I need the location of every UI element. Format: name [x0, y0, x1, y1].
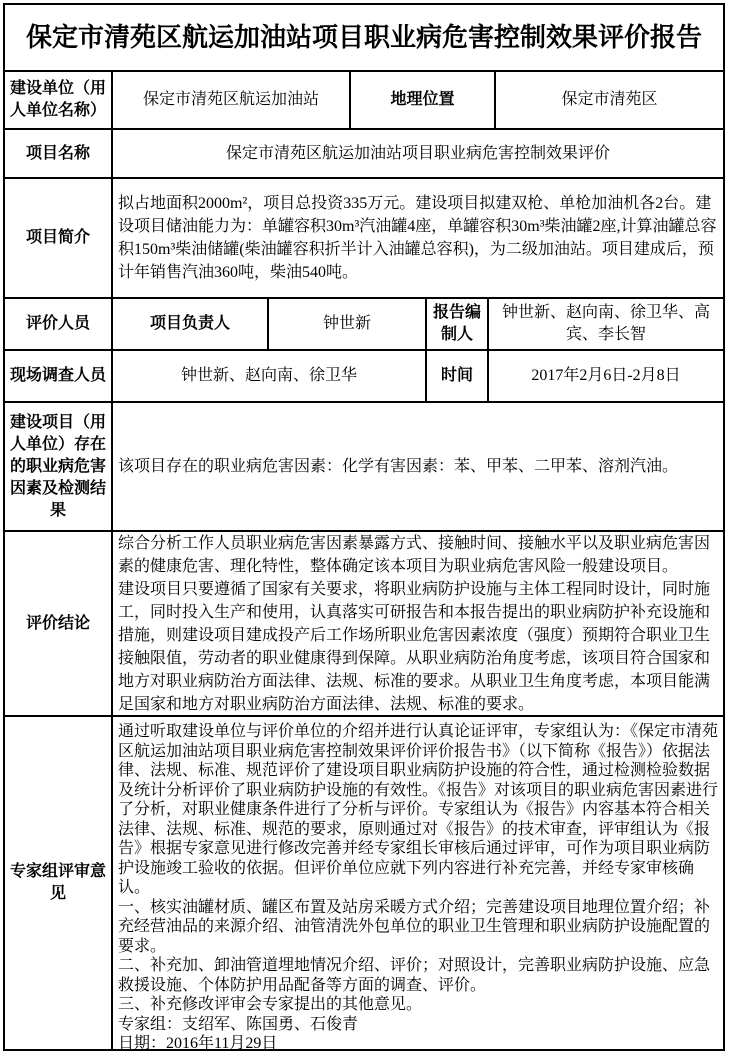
review-paragraph-2: 一、核实油罐材质、罐区布置及站房采暖方式介绍；完善建设项目地理位置介绍；补充经营油品的来源介绍、油管清洗外包单位的职业卫生管理和职业病防护设施配置的要求。 — [118, 898, 711, 955]
project-leader-label: 项目负责人 — [113, 299, 269, 349]
survey-personnel-label: 现场调查人员 — [5, 351, 113, 401]
review-paragraph-3: 二、补充加、卸油管道埋地情况介绍、评价；对照设计，完善职业病防护设施、应急救援设施、个体防护用品配备等方面的调查、评价。 — [118, 957, 711, 994]
row-hazard-factors — [5, 403, 723, 532]
row-project-intro — [5, 179, 723, 299]
review-paragraph-4: 三、补充修改评审会专家提出的其他意见。 — [118, 996, 423, 1013]
report-compilers-label: 报告编制人 — [427, 299, 489, 349]
project-name-label: 项目名称 — [5, 130, 113, 177]
construction-unit-label: 建设单位（用人单位名称） — [5, 72, 113, 128]
page-title: 保定市清苑区航运加油站项目职业病危害控制效果评价报告 — [25, 23, 702, 52]
expert-group-line: 专家组：支绍军、陈国勇、石俊青 — [118, 1015, 359, 1033]
time-value: 2017年2月6日-2月8日 — [531, 367, 681, 384]
row-survey-personnel — [5, 351, 723, 403]
project-leader-name: 钟世新 — [269, 299, 427, 349]
project-intro-label: 项目简介 — [5, 179, 113, 297]
report-compilers-names: 钟世新、赵向南、徐卫华、高宾、李长智 — [501, 304, 710, 343]
expert-review-text — [113, 717, 723, 1049]
row-construction-unit — [5, 72, 723, 130]
time-label: 时间 — [427, 351, 489, 401]
construction-unit-value: 保定市清苑区航运加油站 — [113, 72, 351, 128]
project-intro-value: 拟占地面积2000m²，项目总投资335万元。建设项目拟建双枪、单枪加油机各2台。建设项目储油能力为：单罐容积30m³汽油罐4座，单罐容积30m³柴油罐2座,计算油罐总容积150m³柴油储罐(柴油罐容积折半计入油罐总容积)，为二级加油站。项目建成后，预计年销售汽油360吨，柴油540吨。 — [118, 195, 717, 281]
conclusion-label: 评价结论 — [5, 532, 113, 715]
row-expert-review — [5, 717, 723, 1049]
project-name-value: 保定市清苑区航运加油站项目职业病危害控制效果评价 — [225, 144, 610, 162]
review-date-line: 日期：2016年11月29日 — [118, 1035, 278, 1049]
report-table — [3, 3, 725, 1051]
conclusion-text — [113, 532, 723, 715]
geo-location-label: 地理位置 — [351, 72, 496, 128]
hazard-factors-value: 该项目存在的职业病危害因素：化学有害因素：苯、甲苯、二甲苯、溶剂汽油。 — [118, 457, 679, 475]
review-paragraph-1: 通过听取建设单位与评价单位的介绍并进行认真论证评审，专家组认为：《保定市清苑区航运加油站项目职业病危害控制效果评价评价报告书》（以下简称《报告》）依据法律、法规、标准、规范评价了建设项目职业病防护设施的符合性，通过检测检验数据及统计分析评价了职业病防护设施的有效性。《报告》对该项目的职业病危害因素进行了分析，对职业健康条件进行了分析与评价。专家组认为《报告》内容基本符合相关法律、法规、标准、规范的要求，原则通过对《报告》的技术审查，评审组认为《报告》根据专家意见进行修改完善并经专家组长审核后通过评审，可作为项目职业病防护设施竣工验收的依据。但评价单位应就下列内容进行补充完善，并经专家审核确认。 — [118, 723, 719, 896]
conclusion-paragraph-2: 建设项目只要遵循了国家有关要求，将职业病防护设施与主体工程同时设计，同时施工，同时投入生产和使用，认真落实可研报告和本报告提出的职业病防护补充设施和措施，则建设项目建成投产后工作场所职业危害因素浓度（强度）预期符合职业卫生接触限值，劳动者的职业健康得到保障。从职业病防治角度考虑，该项目符合国家和地方对职业病防治方面法律、法规、标准的要求。从职业卫生角度考虑，本项目能满足国家和地方对职业病防治方面法律、法规、标准的要求。 — [118, 580, 711, 713]
row-evaluators — [5, 299, 723, 351]
row-project-name — [5, 130, 723, 179]
row-conclusion — [5, 532, 723, 717]
geo-location-value: 保定市清苑区 — [561, 91, 658, 108]
expert-review-label: 专家组评审意见 — [5, 717, 113, 1049]
survey-personnel-names: 钟世新、赵向南、徐卫华 — [113, 351, 427, 401]
hazard-factors-label: 建设项目（用人单位）存在的职业病危害因素及检测结果 — [5, 403, 113, 530]
title-row — [5, 5, 723, 72]
conclusion-paragraph-1: 综合分析工作人员职业病危害因素暴露方式、接触时间、接触水平以及职业病危害因素的健康危害、理化特性，整体确定该本项目为职业病危害风险一般建设项目。 — [118, 534, 711, 575]
evaluators-label: 评价人员 — [5, 299, 113, 349]
